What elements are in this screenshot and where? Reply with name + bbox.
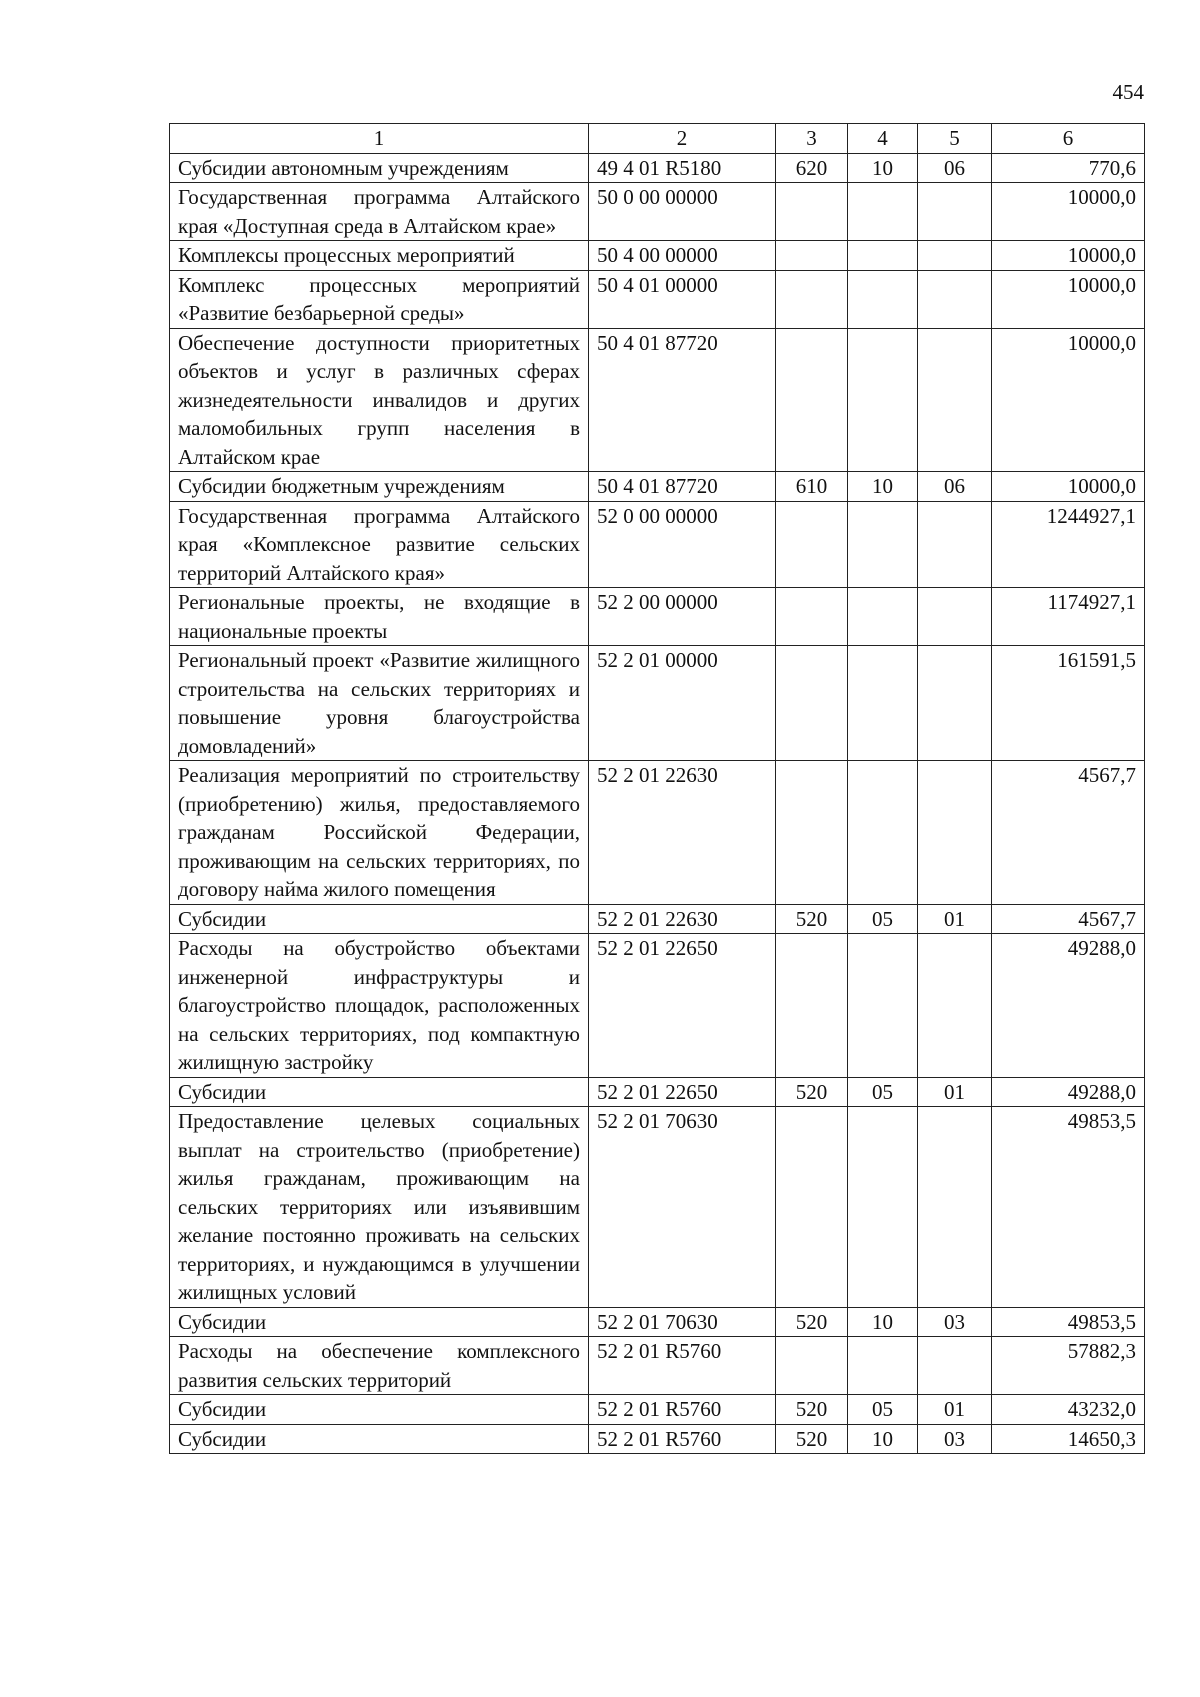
amount-cell: 4567,7 <box>992 904 1145 934</box>
col4-cell <box>848 588 918 646</box>
col3-cell <box>776 934 848 1078</box>
item-name-cell: Комплексы процессных мероприятий <box>170 241 589 271</box>
table-row <box>170 241 1145 271</box>
column-header: 4 <box>848 124 918 154</box>
col3-cell <box>776 328 848 472</box>
col5-cell <box>918 1107 992 1308</box>
item-name-cell: Государственная программа Алтайского края «Комплексное развитие сельских территорий Алтайского края» <box>170 501 589 588</box>
col5-cell <box>918 646 992 761</box>
col5-cell <box>918 183 992 241</box>
item-code-cell: 52 2 01 R5760 <box>589 1337 776 1395</box>
amount-cell: 57882,3 <box>992 1337 1145 1395</box>
amount-cell: 43232,0 <box>992 1395 1145 1425</box>
table-row <box>170 153 1145 183</box>
col4-cell: 10 <box>848 1424 918 1454</box>
amount-cell: 10000,0 <box>992 183 1145 241</box>
page-number: 454 <box>1112 80 1144 104</box>
col3-cell <box>776 501 848 588</box>
item-code-cell: 52 2 01 R5760 <box>589 1424 776 1454</box>
col3-cell <box>776 270 848 328</box>
col3-cell <box>776 183 848 241</box>
table-row <box>170 1307 1145 1337</box>
column-header: 2 <box>589 124 776 154</box>
column-header: 3 <box>776 124 848 154</box>
amount-cell: 161591,5 <box>992 646 1145 761</box>
amount-cell: 49853,5 <box>992 1307 1145 1337</box>
col5-cell <box>918 241 992 271</box>
item-code-cell: 52 2 01 R5760 <box>589 1395 776 1425</box>
column-header: 1 <box>170 124 589 154</box>
item-name-cell: Государственная программа Алтайского края «Доступная среда в Алтайском крае» <box>170 183 589 241</box>
table-row <box>170 328 1145 472</box>
budget-table <box>169 123 1145 1454</box>
amount-cell: 10000,0 <box>992 241 1145 271</box>
col3-cell <box>776 761 848 905</box>
col4-cell: 05 <box>848 904 918 934</box>
item-code-cell: 52 2 01 22630 <box>589 904 776 934</box>
item-code-cell: 50 4 01 87720 <box>589 328 776 472</box>
item-code-cell: 52 2 00 00000 <box>589 588 776 646</box>
col3-cell: 520 <box>776 1077 848 1107</box>
item-name-cell: Расходы на обеспечение комплексного развития сельских территорий <box>170 1337 589 1395</box>
item-name-cell: Субсидии <box>170 1077 589 1107</box>
table-row <box>170 1107 1145 1308</box>
col5-cell <box>918 588 992 646</box>
col4-cell <box>848 328 918 472</box>
item-name-cell: Субсидии автономным учреждениям <box>170 153 589 183</box>
col5-cell <box>918 934 992 1078</box>
item-name-cell: Реализация мероприятий по строительству (приобретению) жилья, предоставляемого гражданам Российской Федерации, проживающим на сельских территориях, по договору найма жилого помещения <box>170 761 589 905</box>
item-code-cell: 52 2 01 70630 <box>589 1307 776 1337</box>
col5-cell: 06 <box>918 472 992 502</box>
item-name-cell: Субсидии бюджетным учреждениям <box>170 472 589 502</box>
col3-cell: 520 <box>776 1424 848 1454</box>
col5-cell <box>918 1337 992 1395</box>
item-code-cell: 52 0 00 00000 <box>589 501 776 588</box>
amount-cell: 14650,3 <box>992 1424 1145 1454</box>
table-row <box>170 183 1145 241</box>
item-code-cell: 50 4 00 00000 <box>589 241 776 271</box>
item-name-cell: Региональный проект «Развитие жилищного строительства на сельских территориях и повышение уровня благоустройства домовладений» <box>170 646 589 761</box>
header-row <box>170 124 1145 154</box>
item-name-cell: Обеспечение доступности приоритетных объектов и услуг в различных сферах жизнедеятельности инвалидов и других маломобильных групп населения в Алтайском крае <box>170 328 589 472</box>
amount-cell: 1174927,1 <box>992 588 1145 646</box>
amount-cell: 10000,0 <box>992 270 1145 328</box>
col4-cell <box>848 934 918 1078</box>
table-row <box>170 1077 1145 1107</box>
table-row <box>170 588 1145 646</box>
table-row <box>170 646 1145 761</box>
col3-cell <box>776 588 848 646</box>
col4-cell: 10 <box>848 153 918 183</box>
table-row <box>170 472 1145 502</box>
col4-cell <box>848 270 918 328</box>
col3-cell <box>776 646 848 761</box>
item-name-cell: Предоставление целевых социальных выплат на строительство (приобретение) жилья гражданам, проживающим на сельских территориях или изъявившим желание постоянно проживать на сельских территориях, и нуждающимся в улучшении жилищных условий <box>170 1107 589 1308</box>
item-code-cell: 50 0 00 00000 <box>589 183 776 241</box>
item-name-cell: Субсидии <box>170 1395 589 1425</box>
col3-cell <box>776 241 848 271</box>
col4-cell <box>848 1107 918 1308</box>
amount-cell: 49853,5 <box>992 1107 1145 1308</box>
item-code-cell: 52 2 01 22630 <box>589 761 776 905</box>
table-row <box>170 1395 1145 1425</box>
item-name-cell: Расходы на обустройство объектами инженерной инфраструктуры и благоустройство площадок, расположенных на сельских территориях, под компактную жилищную застройку <box>170 934 589 1078</box>
col4-cell: 05 <box>848 1395 918 1425</box>
col5-cell: 06 <box>918 153 992 183</box>
col5-cell <box>918 501 992 588</box>
amount-cell: 10000,0 <box>992 472 1145 502</box>
col3-cell <box>776 1337 848 1395</box>
col5-cell: 01 <box>918 1395 992 1425</box>
col3-cell: 620 <box>776 153 848 183</box>
table-row <box>170 761 1145 905</box>
table-row <box>170 1337 1145 1395</box>
item-code-cell: 52 2 01 70630 <box>589 1107 776 1308</box>
col3-cell: 520 <box>776 904 848 934</box>
col3-cell <box>776 1107 848 1308</box>
table-row <box>170 270 1145 328</box>
col3-cell: 520 <box>776 1307 848 1337</box>
item-name-cell: Субсидии <box>170 1307 589 1337</box>
col5-cell <box>918 328 992 472</box>
col4-cell <box>848 646 918 761</box>
table-row <box>170 501 1145 588</box>
item-code-cell: 52 2 01 00000 <box>589 646 776 761</box>
amount-cell: 1244927,1 <box>992 501 1145 588</box>
column-header: 5 <box>918 124 992 154</box>
col3-cell: 610 <box>776 472 848 502</box>
item-name-cell: Региональные проекты, не входящие в национальные проекты <box>170 588 589 646</box>
item-name-cell: Комплекс процессных мероприятий «Развитие безбарьерной среды» <box>170 270 589 328</box>
col4-cell <box>848 241 918 271</box>
table-row <box>170 1424 1145 1454</box>
col4-cell: 10 <box>848 472 918 502</box>
col5-cell: 01 <box>918 904 992 934</box>
column-header: 6 <box>992 124 1145 154</box>
col5-cell <box>918 270 992 328</box>
item-code-cell: 50 4 01 87720 <box>589 472 776 502</box>
amount-cell: 770,6 <box>992 153 1145 183</box>
col4-cell: 10 <box>848 1307 918 1337</box>
table-row <box>170 904 1145 934</box>
item-code-cell: 52 2 01 22650 <box>589 934 776 1078</box>
col5-cell: 01 <box>918 1077 992 1107</box>
amount-cell: 10000,0 <box>992 328 1145 472</box>
col4-cell <box>848 761 918 905</box>
col4-cell <box>848 501 918 588</box>
item-code-cell: 50 4 01 00000 <box>589 270 776 328</box>
col4-cell: 05 <box>848 1077 918 1107</box>
col4-cell <box>848 183 918 241</box>
col3-cell: 520 <box>776 1395 848 1425</box>
amount-cell: 49288,0 <box>992 1077 1145 1107</box>
amount-cell: 4567,7 <box>992 761 1145 905</box>
item-code-cell: 52 2 01 22650 <box>589 1077 776 1107</box>
col5-cell: 03 <box>918 1307 992 1337</box>
table-body <box>170 153 1145 1454</box>
item-name-cell: Субсидии <box>170 1424 589 1454</box>
item-code-cell: 49 4 01 R5180 <box>589 153 776 183</box>
item-name-cell: Субсидии <box>170 904 589 934</box>
col5-cell: 03 <box>918 1424 992 1454</box>
table-row <box>170 934 1145 1078</box>
amount-cell: 49288,0 <box>992 934 1145 1078</box>
col4-cell <box>848 1337 918 1395</box>
col5-cell <box>918 761 992 905</box>
